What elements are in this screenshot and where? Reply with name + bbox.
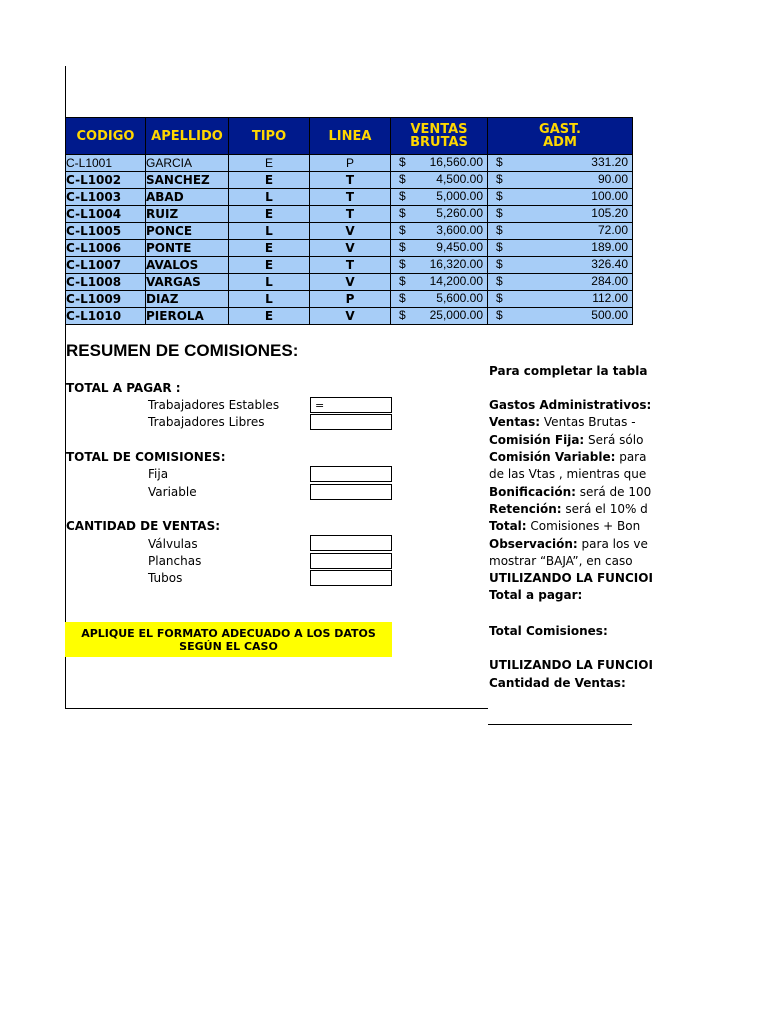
currency-symbol: $ xyxy=(399,206,406,220)
header-linea[interactable]: LINEA xyxy=(310,118,391,155)
cell-codigo[interactable]: C-L1009 xyxy=(66,291,146,308)
instr-retencion xyxy=(489,502,648,516)
instr-vtas: de las Vtas , mientras que xyxy=(489,467,647,481)
instr-total-pagar-text: Total a pagar: xyxy=(489,588,583,602)
instr-cant xyxy=(489,676,632,690)
instr-bonif-text: será de 100 xyxy=(575,485,652,499)
cell-tipo[interactable]: L xyxy=(229,274,310,291)
currency-symbol: $ xyxy=(496,291,503,305)
cell-linea[interactable]: V xyxy=(310,240,391,257)
total-comisiones-label: TOTAL DE COMISIONES: xyxy=(66,450,226,464)
amount: 326.40 xyxy=(591,257,628,271)
cell-codigo[interactable]: C-L1007 xyxy=(66,257,146,274)
currency-symbol: $ xyxy=(496,308,503,322)
cell-gast[interactable] xyxy=(488,274,633,291)
cell-gast[interactable] xyxy=(488,257,633,274)
instr-ventas-key: Ventas: xyxy=(489,415,541,429)
cell-codigo[interactable]: C-L1005 xyxy=(66,223,146,240)
estables-label: Trabajadores Estables xyxy=(148,398,280,412)
cell-gast[interactable] xyxy=(488,223,633,240)
amount: 100.00 xyxy=(591,189,628,203)
summary-title: RESUMEN DE COMISIONES: xyxy=(66,341,299,360)
currency-symbol: $ xyxy=(496,155,503,169)
cell-gast[interactable] xyxy=(488,206,633,223)
amount: 105.20 xyxy=(591,206,628,220)
header-tipo[interactable]: TIPO xyxy=(229,118,310,155)
sales-table xyxy=(65,117,633,325)
currency-symbol: $ xyxy=(399,291,406,305)
cell-tipo[interactable]: E xyxy=(229,206,310,223)
cell-codigo[interactable]: C-L1008 xyxy=(66,274,146,291)
cell-ventas[interactable] xyxy=(391,155,488,172)
cell-codigo[interactable]: C-L1001 xyxy=(66,155,146,172)
currency-symbol: $ xyxy=(496,172,503,186)
amount: 112.00 xyxy=(592,291,628,305)
cell-linea[interactable]: T xyxy=(310,257,391,274)
currency-symbol: $ xyxy=(399,223,406,237)
currency-symbol: $ xyxy=(496,257,503,271)
cell-ventas[interactable] xyxy=(391,291,488,308)
amount: 72.00 xyxy=(597,223,628,237)
cell-ventas[interactable] xyxy=(391,257,488,274)
cell-linea[interactable]: P xyxy=(310,155,391,172)
amount: 90.00 xyxy=(597,172,628,186)
cell-ventas[interactable] xyxy=(391,189,488,206)
instr-func2 xyxy=(489,658,653,672)
header-ventas-line1: VENTAS xyxy=(410,122,468,137)
instr-mostrar: mostrar “BAJA”, en caso xyxy=(489,554,633,568)
instr-total xyxy=(489,519,641,533)
cell-gast[interactable] xyxy=(488,240,633,257)
amount: 331.20 xyxy=(591,155,628,169)
instr-variable-text: para xyxy=(615,450,647,464)
table-row xyxy=(66,189,633,206)
cell-apellido[interactable]: DIAZ xyxy=(146,291,229,308)
cell-tipo[interactable]: E xyxy=(229,155,310,172)
instr-bonif xyxy=(489,485,652,499)
instr-intro xyxy=(489,364,648,378)
cell-linea[interactable]: T xyxy=(310,172,391,189)
currency-symbol: $ xyxy=(399,274,406,288)
amount: 16,560.00 xyxy=(429,155,483,169)
cell-ventas[interactable] xyxy=(391,308,488,325)
sheet-right-underline xyxy=(488,724,632,725)
instr-variable-key: Comisión Variable: xyxy=(489,450,616,464)
table-row xyxy=(66,291,633,308)
fija-input[interactable] xyxy=(310,466,392,482)
currency-symbol: $ xyxy=(399,308,406,322)
tubos-input[interactable] xyxy=(310,570,392,586)
header-ventas-line2: BRUTAS xyxy=(410,135,468,150)
table-row xyxy=(66,274,633,291)
currency-symbol: $ xyxy=(399,172,406,186)
amount: 14,200.00 xyxy=(429,274,483,288)
instr-observacion-text: para los ve xyxy=(577,537,648,551)
cell-linea[interactable]: V xyxy=(310,223,391,240)
cell-apellido[interactable]: PONTE xyxy=(146,240,229,257)
cell-ventas[interactable] xyxy=(391,223,488,240)
table-row xyxy=(66,206,633,223)
cell-tipo[interactable]: E xyxy=(229,172,310,189)
cell-tipo[interactable]: L xyxy=(229,291,310,308)
amount: 5,000.00 xyxy=(436,189,483,203)
planchas-input[interactable] xyxy=(310,553,392,569)
cell-apellido[interactable]: AVALOS xyxy=(146,257,229,274)
cell-tipo[interactable]: E xyxy=(229,240,310,257)
cell-linea[interactable]: V xyxy=(310,308,391,325)
cell-ventas[interactable] xyxy=(391,240,488,257)
cell-codigo[interactable]: C-L1002 xyxy=(66,172,146,189)
cell-apellido[interactable]: ABAD xyxy=(146,189,229,206)
variable-input[interactable] xyxy=(310,484,392,500)
amount: 4,500.00 xyxy=(436,172,483,186)
currency-symbol: $ xyxy=(496,240,503,254)
cell-linea[interactable]: V xyxy=(310,274,391,291)
table-row xyxy=(66,240,633,257)
table-row xyxy=(66,223,633,240)
fija-label: Fija xyxy=(148,467,169,481)
instr-observacion xyxy=(489,537,648,551)
amount: 5,260.00 xyxy=(436,206,483,220)
currency-symbol: $ xyxy=(399,257,406,271)
instr-func1-text: UTILIZANDO LA FUNCIOI xyxy=(489,571,653,585)
instr-total-pagar xyxy=(489,588,632,602)
instr-retencion-text: será el 10% d xyxy=(561,502,648,516)
cell-apellido[interactable]: VARGAS xyxy=(146,274,229,291)
header-gast-line2: ADM xyxy=(543,135,577,150)
cell-gast[interactable] xyxy=(488,172,633,189)
cell-tipo[interactable]: E xyxy=(229,257,310,274)
total-pagar-label: TOTAL A PAGAR : xyxy=(66,381,181,395)
estables-input[interactable]: = xyxy=(310,397,392,413)
instr-intro-text: Para completar la tabla xyxy=(489,364,648,378)
amount: 500.00 xyxy=(591,308,628,322)
table-row xyxy=(66,172,633,189)
cell-codigo[interactable]: C-L1003 xyxy=(66,189,146,206)
instr-gastos xyxy=(489,398,652,412)
cell-tipo[interactable]: L xyxy=(229,189,310,206)
instr-func1 xyxy=(489,571,653,585)
tubos-label: Tubos xyxy=(148,571,183,585)
cell-gast[interactable] xyxy=(488,189,633,206)
cell-ventas[interactable] xyxy=(391,206,488,223)
currency-symbol: $ xyxy=(496,223,503,237)
instr-retencion-key: Retención: xyxy=(489,502,562,516)
header-apellido[interactable]: APELLIDO xyxy=(146,118,229,155)
instr-observacion-key: Observación: xyxy=(489,537,578,551)
cell-codigo[interactable]: C-L1004 xyxy=(66,206,146,223)
table-row xyxy=(66,155,633,172)
format-note-line2: SEGÚN EL CASO xyxy=(179,639,278,653)
table-row xyxy=(66,257,633,274)
amount: 5,600.00 xyxy=(436,291,483,305)
instr-ventas-text: Ventas Brutas - xyxy=(540,415,636,429)
instr-fija xyxy=(489,433,644,447)
instr-fija-text: Será sólo xyxy=(584,433,644,447)
instr-total-com-text: Total Comisiones: xyxy=(489,624,608,638)
cell-apellido[interactable]: PIEROLA xyxy=(146,308,229,325)
amount: 284.00 xyxy=(591,274,628,288)
cell-linea[interactable]: T xyxy=(310,206,391,223)
amount: 16,320.00 xyxy=(429,257,483,271)
amount: 9,450.00 xyxy=(436,240,483,254)
instr-fija-key: Comisión Fija: xyxy=(489,433,585,447)
cell-apellido[interactable]: PONCE xyxy=(146,223,229,240)
table-header-row xyxy=(66,118,633,155)
cell-apellido[interactable]: RUIZ xyxy=(146,206,229,223)
instr-cant-text: Cantidad de Ventas: xyxy=(489,676,626,690)
cell-linea[interactable]: P xyxy=(310,291,391,308)
valvulas-input[interactable] xyxy=(310,535,392,551)
cell-gast[interactable] xyxy=(488,155,633,172)
sheet-bottom-border xyxy=(65,708,488,709)
instr-gastos-text: Gastos Administrativos: xyxy=(489,398,652,412)
cell-codigo[interactable]: C-L1010 xyxy=(66,308,146,325)
format-note-line1: APLIQUE EL FORMATO ADECUADO A LOS DATOS xyxy=(81,626,376,640)
instr-total-key: Total: xyxy=(489,519,527,533)
currency-symbol: $ xyxy=(399,240,406,254)
cell-ventas[interactable] xyxy=(391,172,488,189)
table-row xyxy=(66,308,633,325)
variable-label: Variable xyxy=(148,485,197,499)
currency-symbol: $ xyxy=(399,155,406,169)
cell-apellido[interactable]: GARCIA xyxy=(146,155,229,172)
header-gast-adm[interactable] xyxy=(488,118,633,155)
cell-tipo[interactable]: L xyxy=(229,223,310,240)
cell-codigo[interactable]: C-L1006 xyxy=(66,240,146,257)
cantidad-ventas-label: CANTIDAD DE VENTAS: xyxy=(66,519,221,533)
instr-bonif-key: Bonificación: xyxy=(489,485,576,499)
header-gast-line1: GAST. xyxy=(539,122,581,137)
amount: 3,600.00 xyxy=(436,223,483,237)
header-codigo[interactable]: CODIGO xyxy=(66,118,146,155)
header-ventas-brutas[interactable] xyxy=(391,118,488,155)
cell-ventas[interactable] xyxy=(391,274,488,291)
currency-symbol: $ xyxy=(496,274,503,288)
cell-apellido[interactable]: SANCHEZ xyxy=(146,172,229,189)
planchas-label: Planchas xyxy=(148,554,202,568)
instr-total-com xyxy=(489,624,632,638)
instr-variable xyxy=(489,450,647,464)
valvulas-label: Válvulas xyxy=(148,537,198,551)
amount: 25,000.00 xyxy=(429,308,483,322)
libres-input[interactable] xyxy=(310,414,392,430)
format-note xyxy=(65,622,392,657)
instr-ventas xyxy=(489,415,636,429)
currency-symbol: $ xyxy=(496,206,503,220)
instr-total-text: Comisiones + Bon xyxy=(526,519,641,533)
currency-symbol: $ xyxy=(496,189,503,203)
amount: 189.00 xyxy=(591,240,628,254)
cell-tipo[interactable]: E xyxy=(229,308,310,325)
libres-label: Trabajadores Libres xyxy=(148,415,265,429)
cell-gast[interactable] xyxy=(488,308,633,325)
currency-symbol: $ xyxy=(399,189,406,203)
cell-gast[interactable] xyxy=(488,291,633,308)
cell-linea[interactable]: T xyxy=(310,189,391,206)
instr-func2-text: UTILIZANDO LA FUNCIOI xyxy=(489,658,653,672)
